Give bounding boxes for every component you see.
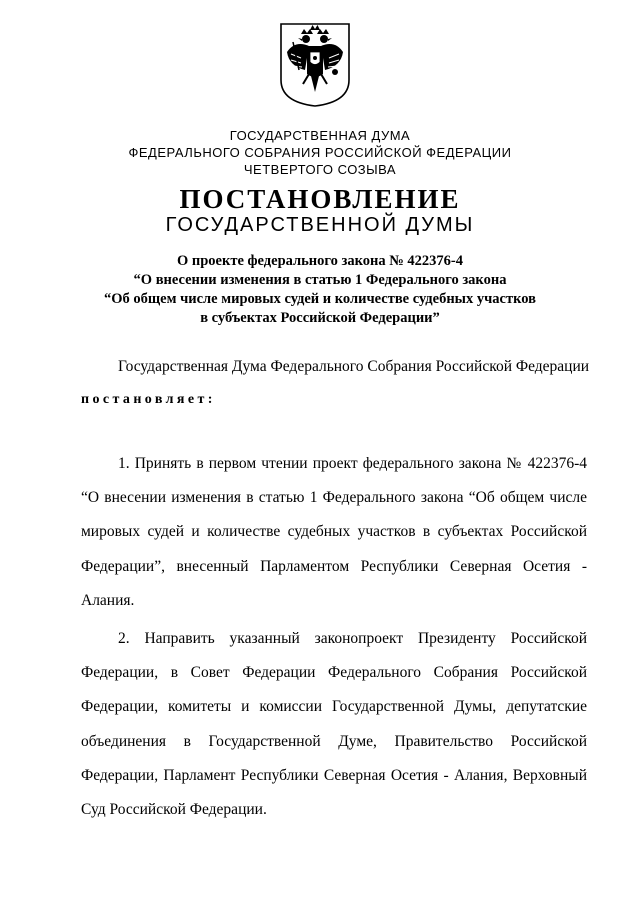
subject-line-2: “О внесении изменения в статью 1 Федерального закона bbox=[133, 272, 507, 288]
document-type-subtitle: ГОСУДАРСТВЕННОЙ ДУМЫ bbox=[165, 214, 475, 236]
subject-heading bbox=[60, 252, 580, 328]
subject-line-4: в субъектах Российской Федерации” bbox=[200, 310, 440, 326]
issuer-line-1: ГОСУДАРСТВЕННАЯ ДУМА bbox=[229, 128, 411, 143]
issuer-line-2: ФЕДЕРАЛЬНОГО СОБРАНИЯ РОССИЙСКОЙ ФЕДЕРАЦИИ bbox=[128, 145, 512, 160]
double-headed-eagle-icon bbox=[279, 22, 351, 108]
issuer-line-3: ЧЕТВЕРТОГО СОЗЫВА bbox=[243, 162, 397, 177]
paragraph-1: 1. Принять в первом чтении проект федерального закона № 422376-4 “О внесении изменения в статью 1 Федерального закона “Об общем числе мировых судей и количестве судебных участков в субъектах Российской Федерации”, внесенный Парламентом Республики Северная Осетия - Алания. bbox=[81, 455, 587, 609]
subject-line-3: “Об общем числе мировых судей и количестве судебных участков bbox=[104, 291, 536, 307]
preamble: Государственная Дума Федерального Собрания Российской Федерации bbox=[118, 358, 590, 375]
document-type-title: ПОСТАНОВЛЕНИЕ bbox=[179, 184, 461, 214]
paragraph-2: 2. Направить указанный законопроект Президенту Российской Федерации, в Совет Федерации Федерального Собрания Российской Федерации, комитеты и комиссии Государственной Думы, депутатские объединения в Государственной Думе, Правительство Российской Федерации, Парламент Республики Северная Осетия - Алания, Верховный Суд Российской Федерации. bbox=[81, 630, 587, 819]
subject-line-1: О проекте федерального закона № 422376-4 bbox=[176, 253, 464, 269]
resolves-word: постановляет: bbox=[81, 392, 216, 407]
